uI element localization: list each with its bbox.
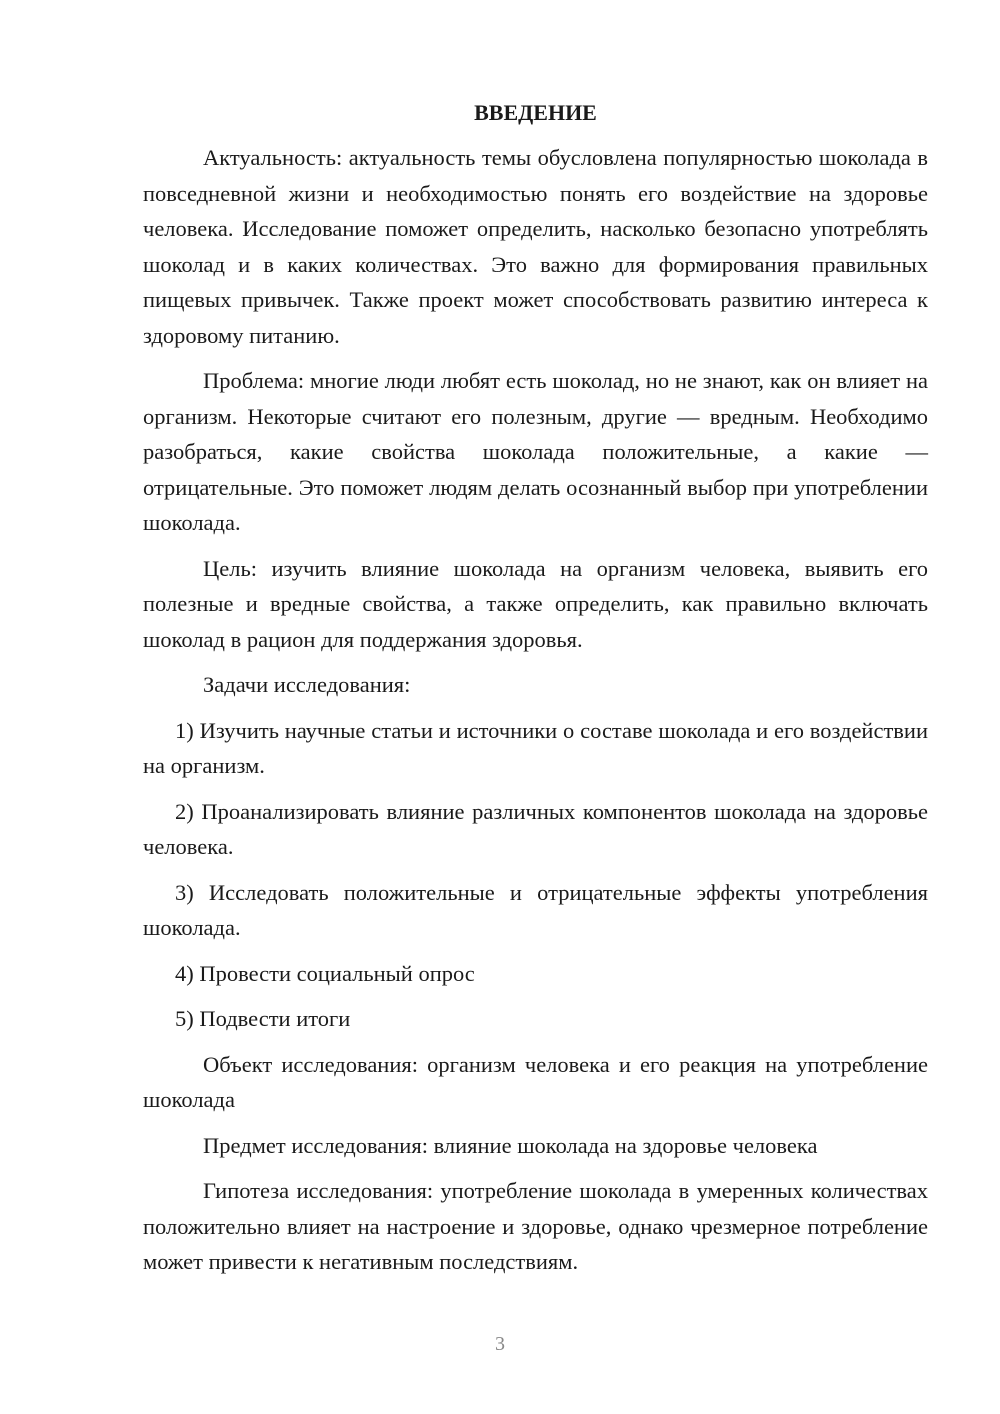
paragraph-goal: Цель: изучить влияние шоколада на организм человека, выявить его полезные и вредные свойства, а также определить, как правильно включать шоколад в рацион для поддержания здоровья. xyxy=(143,555,928,652)
document-page xyxy=(143,90,928,1290)
list-item: 3) Исследовать положительные и отрицательные эффекты употребления шоколада. xyxy=(143,879,928,940)
paragraph-hypothesis: Гипотеза исследования: употребление шоколада в умеренных количествах положительно влияет на настроение и здоровье, однако чрезмерное потребление может привести к негативным последствиям. xyxy=(143,1178,928,1274)
tasks-heading: Задачи исследования: xyxy=(203,672,411,697)
list-item: 1) Изучить научные статьи и источники о составе шоколада и его воздействии на организм. xyxy=(143,717,928,778)
paragraph-relevance: Актуальность: актуальность темы обусловлена популярностью шоколада в повседневной жизни и необходимостью понять его воздействие на здоровье человека. Исследование поможет определить, насколько безопасно употреблять шоколад и в каких количествах. Это важно для формирования правильных пищевых привычек. Также проект может способствовать развитию интереса к здоровому питанию. xyxy=(143,145,928,348)
list-item: 2) Проанализировать влияние различных компонентов шоколада на здоровье человека. xyxy=(143,798,928,859)
paragraph-problem: Проблема: многие люди любят есть шоколад, но не знают, как он влияет на организм. Некоторые считают его полезным, другие — вредным. Необходимо разобраться, какие свойства шоколада положительные, а какие — отрицательные. Это поможет людям делать осознанный выбор при употреблении шоколада. xyxy=(143,368,928,535)
page-number: 3 xyxy=(495,1333,505,1355)
tasks-list xyxy=(143,713,928,1037)
page-title: ВВЕДЕНИЕ xyxy=(474,100,597,125)
list-item: 5) Подвести итоги xyxy=(175,1006,351,1031)
paragraph-object: Объект исследования: организм человека и его реакция на употребление шоколада xyxy=(143,1051,928,1112)
list-item: 4) Провести социальный опрос xyxy=(175,960,475,986)
paragraph-subject: Предмет исследования: влияние шоколада на здоровье человека xyxy=(203,1132,818,1158)
